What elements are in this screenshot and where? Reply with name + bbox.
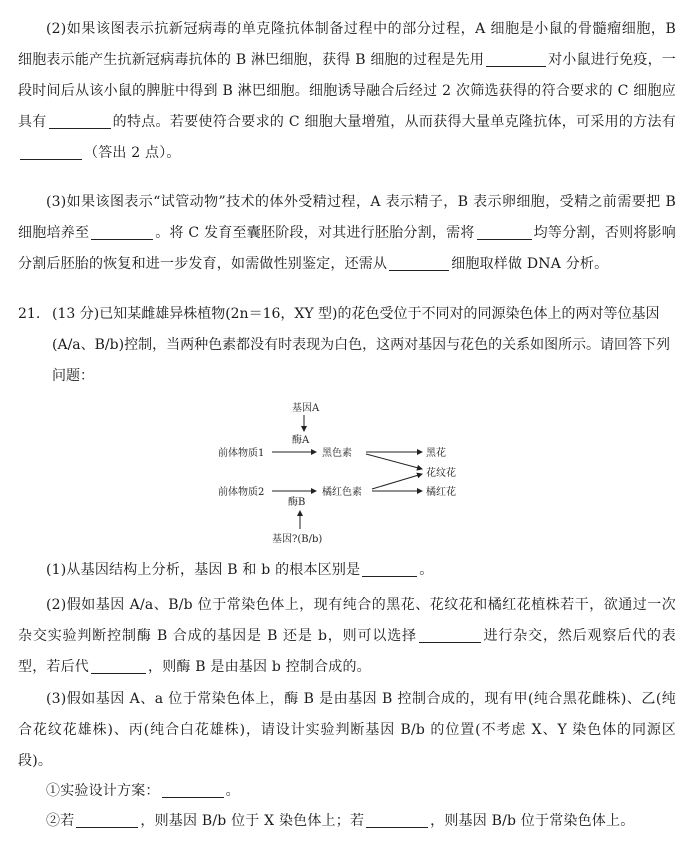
precursor-2-label: 前体物质2 [218,487,265,498]
answer-blank[interactable] [389,254,449,271]
gene-a-label: 基因A [292,403,320,414]
q3-text-c: 均等分割，否则将影响分割后胚胎的恢复和进一步发育，如需做性别鉴定，还需从 [18,225,676,272]
experiment-plan-line [18,776,676,807]
orange-flower-label: 橘红花 [426,487,456,498]
result-line [18,806,676,837]
sub-question-3 [18,684,676,777]
arrow-black-to-patterned [366,454,422,469]
sub3-text-a: (3)假如基因 A、a 位于常染色体上，酶 B 是由基因 B 控制合成的，现有甲(纯合黑花雌株)、乙(纯合花纹花雄株)、丙(纯合白花雄株)，请设计实验判断基因 B/b 的位置(不考虑 X、Y 染色体的同源区段)。 [18,691,676,769]
sub2-text-c: ，则酶 B 是由基因 b 控制合成的。 [148,659,371,675]
patterned-flower-label: 花纹花 [426,468,456,479]
result-text-c: ，则基因 B/b 位于常染色体上。 [430,813,635,829]
black-pigment-label: 黑色素 [322,448,352,459]
question-3-paragraph [18,187,676,280]
sub1-text-a: (1)从基因结构上分析，基因 B 和 b 的根本区别是 [46,562,361,578]
q3-text-b: 。将 C 发育至囊胚阶段，对其进行胚胎分割，需将 [155,225,475,241]
q2-text-d: （答出 2 点）。 [84,145,181,161]
answer-blank[interactable] [362,560,417,577]
answer-blank[interactable] [419,626,481,643]
arrow-orange-to-patterned [372,474,422,489]
answer-blank[interactable] [477,223,532,240]
question-number: 21. [18,306,41,322]
sub-question-1 [18,555,676,586]
q3-text-a: (3)如果该图表示“试管动物”技术的体外受精过程，A 表示精子，B 表示卵细胞，受精之前需要把 B 细胞培养至 [18,194,676,241]
q2-text-c: 的特点。若要使符合要求的 C 细胞大量增殖，从而获得大量单克隆抗体，可采用的方法有 [112,114,677,130]
question-21 [18,299,676,392]
black-flower-label: 黑花 [426,448,446,459]
result-text-a: ②若 [46,813,75,829]
gene-b-label: 基因?(B/b) [272,534,323,545]
precursor-1-label: 前体物质1 [218,448,265,459]
q2-text-a: (2)如果该图表示抗新冠病毒的单克隆抗体制备过程中的部分过程，A 细胞是小鼠的骨髓瘤细胞，B 细胞表示能产生抗新冠病毒抗体的 B 淋巴细胞，获得 B 细胞的过程是先用 [18,21,676,68]
sub1-text-b: 。 [419,562,434,578]
answer-blank[interactable] [91,657,146,674]
flower-color-pathway-diagram [196,397,496,547]
answer-blank[interactable] [162,781,224,798]
plan-text-a: ①实验设计方案： [46,783,160,799]
answer-blank[interactable] [91,223,153,240]
question-2-paragraph [18,14,676,169]
answer-blank[interactable] [366,811,428,828]
answer-blank[interactable] [486,50,546,67]
question-21-stem: (13 分)已知某雌雄异株植物(2n＝16，XY 型)的花色受位于不同对的同源染色体上的两对等位基因(A/a、B/b)控制，当两种色素都没有时表现为白色，这两对基因与花色的关系如图所示。请回答下列问题： [52,306,671,384]
answer-blank[interactable] [20,143,82,160]
enzyme-b-label: 酶B [288,497,306,508]
sub2-text-a: (2)假如基因 A/a、B/b 位于常染色体上，现有纯合的黑花、花纹花和橘红花植株若干，欲通过一次杂交实验判断控制酶 B 合成的基因是 B 还是 b，则可以选择 [18,597,676,644]
sub-question-2 [18,590,676,683]
orange-pigment-label: 橘红色素 [322,487,362,498]
q2-text-b: 对小鼠进行免疫，一段时间后从该小鼠的脾脏中得到 B 淋巴细胞。细胞诱导融合后经过 2 次筛选获得的符合要求的 C 细胞应具有 [18,52,676,130]
q3-text-d: 细胞取样做 DNA 分析。 [451,256,609,272]
sub2-text-b: 进行杂交，然后观察后代的表型，若后代 [18,628,676,675]
answer-blank[interactable] [49,112,111,129]
enzyme-a-label: 酶A [292,435,310,446]
plan-text-b: 。 [225,783,240,799]
answer-blank[interactable] [76,811,138,828]
result-text-b: ，则基因 B/b 位于 X 染色体上；若 [140,813,365,829]
